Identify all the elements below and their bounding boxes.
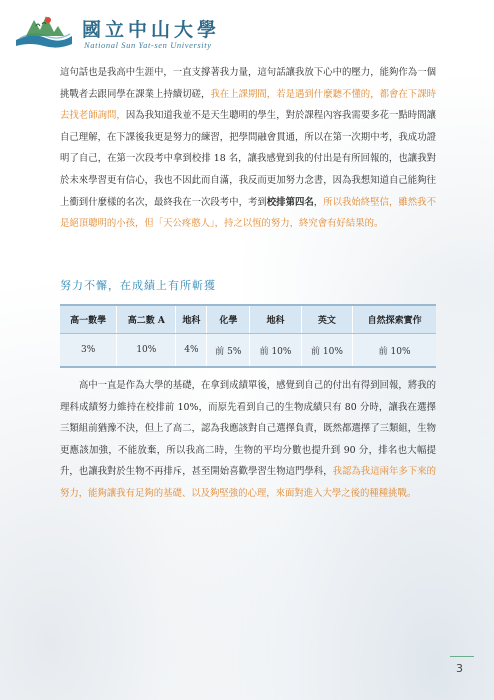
bold-text: 校排第四名: [266, 196, 314, 208]
page-number-rule: [450, 656, 474, 657]
paragraph-1: [60, 62, 436, 235]
table-header-cell: 高二數 A: [117, 305, 176, 334]
table-cell: 3%: [60, 334, 117, 368]
table-header-cell: 高一數學: [60, 305, 117, 334]
highlighted-text: 我認為我這兩年多下來的努力，能夠讓我有足夠的基礎、以及夠堅強的心理，來面對進入大學之後的種種挑戰。: [60, 466, 436, 499]
highlighted-text: 所以我始終堅信，雖然我不是絕頂聰明的小孩，但「天公疼憨人」，持之以恆的努力，終究會有好結果的。: [60, 196, 436, 230]
score-table: [60, 304, 436, 368]
university-header: [12, 10, 312, 50]
text-segment: 這句話也是我高中生涯中，一直支撐著我力量，這句話讓我放下心中的壓力，能夠作為一個挑戰者去跟同學在課業上持續切磋，: [60, 67, 436, 100]
table-cell: 前 5%: [207, 334, 250, 368]
school-name-en: National Sun Yat-sen University: [84, 40, 212, 50]
table-header-cell: 地科: [176, 305, 207, 334]
text-segment: 高中一直是作為大學的基礎，在拿到成績單後，感覺到自己的付出有得到回報，將我的理科成績努力維持在校排前 10%，而原先看到自己的生物成績只有 80 分時，讓我在選擇三類組前猶豫不決，但上了高二，認為我應該對自己選擇負責，既然都選擇了三類組，生物更應該加強，不能放棄，所以我高二時，生物的平均分數也提升到 90 分，排名也大幅提升，也讓我對於生物不再排斥，甚至開始喜歡學習生物這門學科，: [60, 380, 436, 478]
table-cell: 前 10%: [353, 334, 436, 368]
text-segment: 因為我知道我並不是天生聰明的學生，對於課程內容我需要多花一點時間讓自己理解，在下課後我更是努力的練習，把學問融會貫通，所以在第一次期中考，我成功證明了自己，在第一次段考中拿到校排 18 名，讓我感覺到我的付出是有所回報的，也讓我對於未來學習更有信心，我也不因此而自滿，我反而更加努力念書，因為我想知道自己能夠往上衝到什麼樣的名次，最終我在一次段考中，考到: [60, 110, 436, 208]
school-name-zh: 國立中山大學: [82, 19, 221, 41]
section-title: 努力不懈，在成績上有所斬獲: [60, 279, 216, 292]
text-segment: ，: [313, 196, 324, 208]
highlighted-text: 我在上課期間，若是遇到什麼聽不懂的，都會在下課時去找老師詢問，: [60, 88, 436, 122]
table-header-cell: 化學: [207, 305, 250, 334]
table-cell: 前 10%: [250, 334, 301, 368]
table-cell: 4%: [176, 334, 207, 368]
table-cell: 10%: [117, 334, 176, 368]
table-cell: 前 10%: [301, 334, 352, 368]
university-logo-icon: [12, 10, 76, 50]
table-header-row: [60, 305, 436, 334]
table-row: [60, 334, 436, 368]
paragraph-2: [60, 375, 436, 505]
table-header-cell: 地科: [250, 305, 301, 334]
page-number: 3: [456, 662, 463, 675]
indent: [60, 380, 79, 391]
table-header-cell: 英文: [301, 305, 352, 334]
table-header-cell: 自然探索實作: [353, 305, 436, 334]
